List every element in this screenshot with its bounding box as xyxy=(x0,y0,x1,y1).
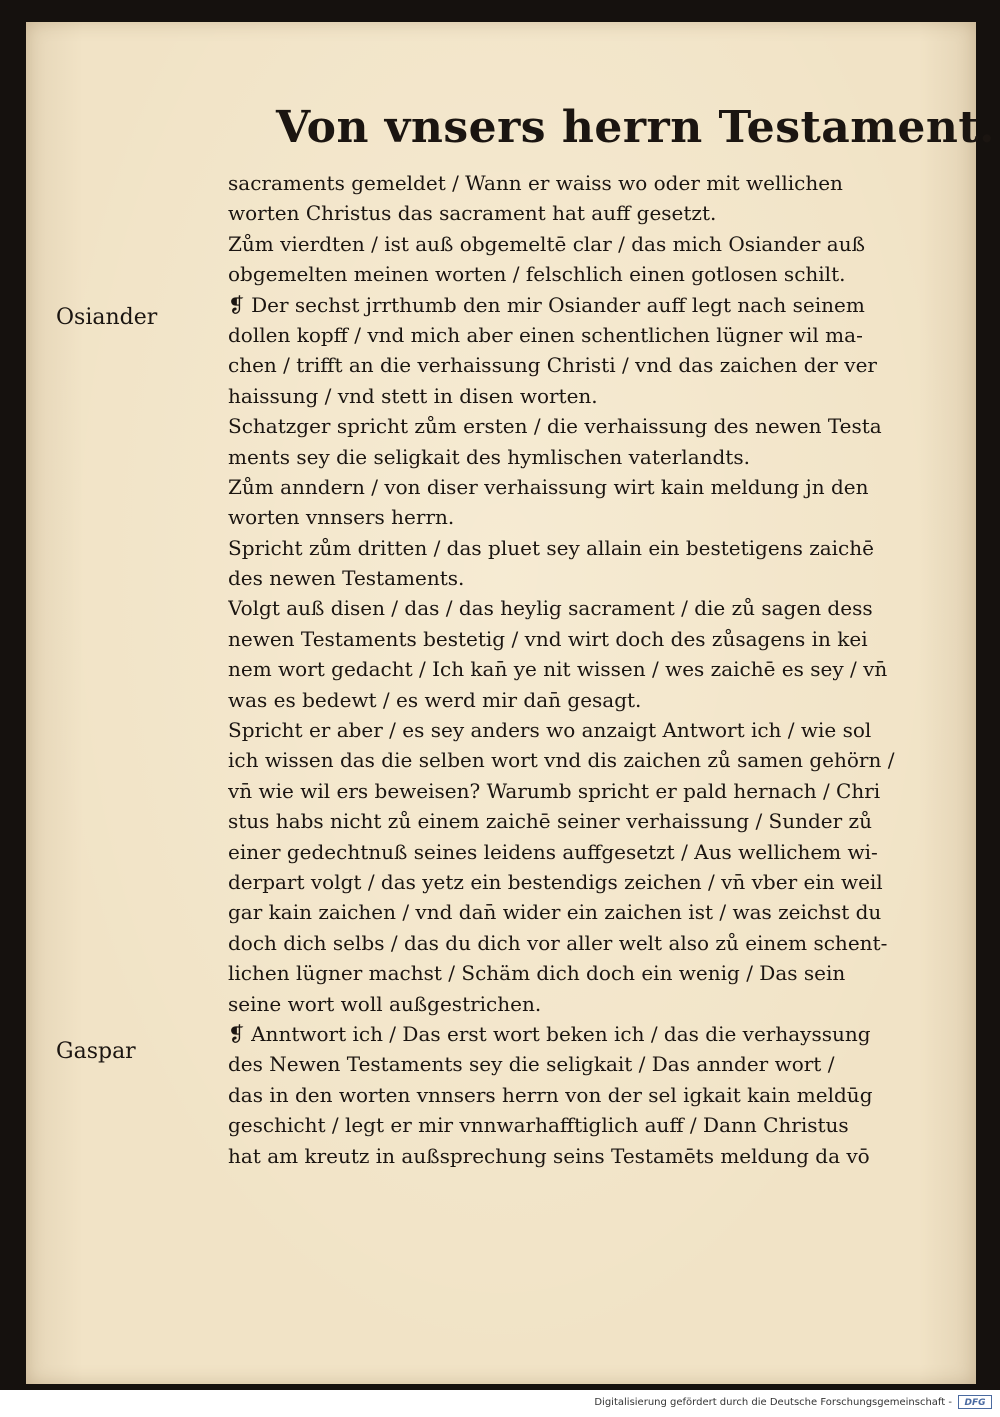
text-line: seine wort woll außgestrichen. xyxy=(228,991,542,1016)
text-line: ❡ Der sechst jrrthumb den mir Osiander auff legt nach seinem xyxy=(228,292,865,317)
body-text xyxy=(228,168,968,1171)
text-line: vn̄ wie wil ers beweisen? Warumb spricht er pald hernach / Chri xyxy=(228,778,881,803)
text-line: Zům anndern / von diser verhaissung wirt kain meldung jn den xyxy=(228,474,869,499)
text-line: lichen lügner machst / Schäm dich doch ein wenig / Das sein xyxy=(228,961,846,986)
text-line: chen / trifft an die verhaissung Christi / vnd das zaichen der ver xyxy=(228,353,877,378)
text-line: Volgt auß disen / das / das heylig sacrament / die zů sagen dess xyxy=(228,596,873,621)
text-line: gar kain zaichen / vnd dan̄ wider ein zaichen ist / was zeichst du xyxy=(228,900,882,925)
text-line: das in den worten vnnsers herrn von der sel igkait kain meldūg xyxy=(228,1082,873,1107)
text-line: hat am kreutz in außsprechung seins Testamēts meldung da vō xyxy=(228,1143,870,1168)
text-line: sacraments gemeldet / Wann er waiss wo oder mit wellichen xyxy=(228,171,843,195)
text-line: Spricht zům dritten / das pluet sey allain ein bestetigens zaichē xyxy=(228,535,874,560)
text-line: derpart volgt / das yetz ein bestendigs zeichen / vn̄ vber ein weil xyxy=(228,869,883,894)
book-page xyxy=(26,22,995,1384)
text-line: ich wissen das die selben wort vnd dis zaichen zů samen gehörn / xyxy=(228,748,895,773)
text-line: Spricht er aber / es sey anders wo anzaigt Antwort ich / wie sol xyxy=(228,718,872,743)
text-line: des Newen Testaments sey die seligkait / Das annder wort / xyxy=(228,1052,835,1077)
text-line: Zům vierdten / ist auß obgemeltē clar / das mich Osiander auß xyxy=(228,231,865,256)
text-line: dollen kopff / vnd mich aber einen schentlichen lügner wil ma‑ xyxy=(228,322,863,347)
text-line: ❡ Anntwort ich / Das erst wort beken ich / das die verhayssung xyxy=(228,1021,871,1046)
text-line: einer gedechtnuß seines leidens auffgesetzt / Aus wellichem wi‑ xyxy=(228,839,878,864)
running-head: Von vnsers herrn Testament. xyxy=(276,102,995,153)
text-line: worten vnnsers herrn. xyxy=(228,505,455,530)
text-line: Schatzger spricht zům ersten / die verhaissung des newen Testa xyxy=(228,414,882,439)
footer-bar xyxy=(0,1390,1000,1417)
dfg-logo-icon: DFG xyxy=(958,1395,992,1409)
text-line: des newen Testaments. xyxy=(228,566,465,591)
text-line: newen Testaments bestetig / vnd wirt doch des zůsagens in kei xyxy=(228,626,868,651)
margin-note-osiander: Osiander xyxy=(56,305,158,330)
text-line: obgemelten meinen worten / felschlich einen gotlosen schilt. xyxy=(228,262,846,287)
margin-note-gaspar: Gaspar xyxy=(56,1039,136,1064)
text-line: worten Christus das sacrament hat auff gesetzt. xyxy=(228,201,717,226)
text-line: doch dich selbs / das du dich vor aller welt also zů einem schent‑ xyxy=(228,930,888,955)
text-line: geschicht / legt er mir vnnwarhafftiglich auff / Dann Christus xyxy=(228,1113,849,1138)
text-line: nem wort gedacht / Ich kan̄ ye nit wissen / wes zaichē es sey / vn̄ xyxy=(228,657,888,682)
text-line: ments sey die seligkait des hymlischen vaterlandts. xyxy=(228,444,750,469)
text-line: haissung / vnd stett in disen worten. xyxy=(228,383,598,408)
text-line: was es bedewt / es werd mir dan̄ gesagt. xyxy=(228,687,642,712)
funding-note: Digitalisierung gefördert durch die Deutsche Forschungsgemeinschaft - xyxy=(594,1397,952,1408)
text-line: stus habs nicht zů einem zaichē seiner verhaissung / Sunder zů xyxy=(228,809,872,834)
